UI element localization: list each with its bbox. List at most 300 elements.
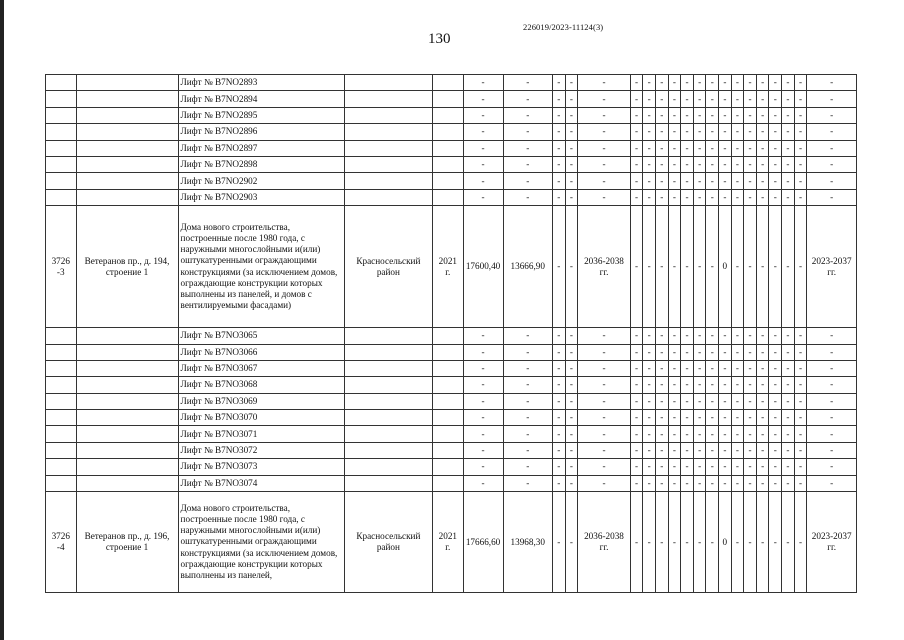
page-number: 130	[428, 31, 451, 47]
dash-cell: -	[668, 173, 681, 189]
dash-cell: -	[565, 156, 578, 172]
dash-cell: -	[706, 107, 719, 123]
dash-cell: -	[668, 91, 681, 107]
lift-label: Лифт № В7NO3068	[178, 377, 344, 393]
dash-cell: -	[807, 91, 857, 107]
dash-cell: -	[552, 377, 565, 393]
dash-cell: -	[552, 124, 565, 140]
district-cell	[344, 360, 432, 376]
table-row	[46, 426, 857, 442]
district-cell	[344, 107, 432, 123]
dash-cell: -	[578, 475, 631, 491]
year-cell	[433, 475, 464, 491]
dash-cell: -	[643, 107, 656, 123]
dash-cell: -	[681, 442, 694, 458]
table-row	[46, 410, 857, 426]
dash-cell: -	[693, 91, 706, 107]
dash-cell: -	[565, 377, 578, 393]
lift-label: Лифт № В7NO3069	[178, 393, 344, 409]
number-cell	[46, 377, 77, 393]
dash-cell: -	[769, 124, 782, 140]
dash-cell: -	[706, 189, 719, 205]
dash-cell: -	[744, 426, 757, 442]
dash-cell: -	[769, 107, 782, 123]
dash-cell: -	[706, 492, 719, 593]
dash-cell: -	[463, 124, 503, 140]
dash-cell: -	[706, 75, 719, 91]
dash-cell: -	[656, 410, 669, 426]
dash-cell: -	[769, 189, 782, 205]
dash-cell: -	[769, 459, 782, 475]
dash-cell: -	[693, 393, 706, 409]
dash-cell: -	[769, 140, 782, 156]
dash-cell: -	[769, 344, 782, 360]
dash-cell: -	[744, 360, 757, 376]
dash-cell: -	[782, 377, 795, 393]
dash-cell: -	[807, 107, 857, 123]
number-cell	[46, 140, 77, 156]
dash-cell: -	[794, 328, 807, 344]
dash-cell: -	[643, 360, 656, 376]
dash-cell: -	[719, 156, 732, 172]
dash-cell: -	[807, 393, 857, 409]
dash-cell: -	[794, 206, 807, 328]
dash-cell: -	[463, 107, 503, 123]
dash-cell: -	[794, 344, 807, 360]
lift-label: Лифт № В7NO3072	[178, 442, 344, 458]
district-cell	[344, 442, 432, 458]
dash-cell: -	[552, 206, 565, 328]
dash-cell: -	[782, 189, 795, 205]
dash-cell: -	[681, 344, 694, 360]
table-row	[46, 442, 857, 458]
dash-cell: -	[503, 410, 552, 426]
lift-label: Лифт № В7NO2894	[178, 91, 344, 107]
dash-cell: -	[565, 173, 578, 189]
year-cell	[433, 377, 464, 393]
number-cell	[46, 75, 77, 91]
dash-cell: -	[782, 459, 795, 475]
number-cell	[46, 173, 77, 189]
table-row	[46, 189, 857, 205]
dash-cell: -	[706, 328, 719, 344]
dash-cell: -	[681, 140, 694, 156]
dash-cell: -	[630, 189, 643, 205]
house-row	[46, 492, 857, 593]
dash-cell: -	[769, 360, 782, 376]
dash-cell: -	[706, 393, 719, 409]
dash-cell: -	[706, 377, 719, 393]
address-cell	[76, 140, 178, 156]
dash-cell: -	[719, 107, 732, 123]
dash-cell: -	[744, 156, 757, 172]
dash-cell: -	[769, 328, 782, 344]
dash-cell: -	[756, 459, 769, 475]
dash-cell: -	[668, 459, 681, 475]
year-cell	[433, 124, 464, 140]
dash-cell: -	[719, 189, 732, 205]
dash-cell: -	[756, 107, 769, 123]
lift-label: Лифт № В7NO3071	[178, 426, 344, 442]
dash-cell: -	[693, 492, 706, 593]
house-description: Дома нового строительства, построенные после 1980 года, с наружными многослойными и(или) оштукатуренными ограждающими конструкциями (за исключением домов, ограждающие конструкции которых выполнены из панелей, и домов с вентилируемыми фасадами)	[178, 206, 344, 328]
dash-cell: -	[463, 426, 503, 442]
dash-cell: -	[578, 107, 631, 123]
district-cell	[344, 393, 432, 409]
dash-cell: -	[807, 189, 857, 205]
dash-cell: -	[807, 410, 857, 426]
district-cell	[344, 140, 432, 156]
dash-cell: -	[706, 426, 719, 442]
dash-cell: -	[807, 173, 857, 189]
dash-cell: -	[656, 107, 669, 123]
dash-cell: -	[731, 140, 744, 156]
dash-cell: -	[463, 442, 503, 458]
dash-cell: -	[503, 124, 552, 140]
lift-label: Лифт № В7NO2898	[178, 156, 344, 172]
house-area-total: 17600,40	[463, 206, 503, 328]
dash-cell: -	[756, 75, 769, 91]
dash-cell: -	[731, 124, 744, 140]
scan-left-edge	[0, 0, 4, 640]
dash-cell: -	[463, 410, 503, 426]
dash-cell: -	[656, 492, 669, 593]
dash-cell: -	[706, 91, 719, 107]
dash-cell: -	[578, 442, 631, 458]
dash-cell: -	[706, 410, 719, 426]
dash-cell: -	[643, 206, 656, 328]
dash-cell: -	[807, 426, 857, 442]
dash-cell: -	[794, 377, 807, 393]
dash-cell: -	[731, 492, 744, 593]
repair-schedule-table	[45, 74, 857, 593]
dash-cell: -	[782, 360, 795, 376]
dash-cell: -	[643, 492, 656, 593]
dash-cell: -	[565, 459, 578, 475]
lift-label: Лифт № В7NO3065	[178, 328, 344, 344]
dash-cell: -	[552, 426, 565, 442]
dash-cell: -	[782, 442, 795, 458]
house-repair-period: 2036-2038 гг.	[578, 206, 631, 328]
address-cell	[76, 124, 178, 140]
dash-cell: -	[756, 173, 769, 189]
dash-cell: -	[565, 140, 578, 156]
dash-cell: -	[578, 426, 631, 442]
dash-cell: -	[731, 410, 744, 426]
dash-cell: -	[656, 426, 669, 442]
dash-cell: -	[578, 377, 631, 393]
dash-cell: -	[552, 459, 565, 475]
address-cell	[76, 442, 178, 458]
dash-cell: -	[668, 156, 681, 172]
dash-cell: -	[693, 377, 706, 393]
district-cell	[344, 410, 432, 426]
year-cell	[433, 360, 464, 376]
lift-label: Лифт № В7NO2903	[178, 189, 344, 205]
address-cell	[76, 410, 178, 426]
dash-cell: -	[706, 459, 719, 475]
dash-cell: -	[719, 91, 732, 107]
dash-cell: -	[731, 475, 744, 491]
table-row	[46, 377, 857, 393]
dash-cell: -	[630, 426, 643, 442]
dash-cell: -	[578, 91, 631, 107]
house-row	[46, 206, 857, 328]
dash-cell: -	[656, 442, 669, 458]
dash-cell: -	[681, 124, 694, 140]
year-cell	[433, 156, 464, 172]
dash-cell: -	[794, 156, 807, 172]
dash-cell: -	[681, 360, 694, 376]
dash-cell: -	[744, 206, 757, 328]
dash-cell: -	[756, 206, 769, 328]
district-cell	[344, 75, 432, 91]
dash-cell: -	[630, 328, 643, 344]
dash-cell: -	[744, 410, 757, 426]
dash-cell: -	[782, 75, 795, 91]
year-cell	[433, 426, 464, 442]
table-row	[46, 140, 857, 156]
dash-cell: -	[668, 475, 681, 491]
number-cell	[46, 189, 77, 205]
house-district: Красносельский район	[344, 206, 432, 328]
house-area-total: 17666,60	[463, 492, 503, 593]
dash-cell: -	[503, 140, 552, 156]
dash-cell: -	[668, 377, 681, 393]
dash-cell: -	[668, 360, 681, 376]
dash-cell: -	[807, 328, 857, 344]
dash-cell: -	[794, 492, 807, 593]
dash-cell: -	[756, 156, 769, 172]
district-cell	[344, 426, 432, 442]
dash-cell: -	[643, 91, 656, 107]
table-row	[46, 75, 857, 91]
dash-cell: -	[756, 91, 769, 107]
dash-cell: -	[578, 410, 631, 426]
dash-cell: -	[794, 410, 807, 426]
dash-cell: -	[463, 475, 503, 491]
dash-cell: -	[656, 124, 669, 140]
dash-cell: -	[744, 475, 757, 491]
dash-cell: -	[643, 475, 656, 491]
house-year: 2021 г.	[433, 492, 464, 593]
dash-cell: -	[693, 156, 706, 172]
dash-cell: -	[463, 173, 503, 189]
dash-cell: -	[681, 173, 694, 189]
house-number: 3726 -4	[46, 492, 77, 593]
house-repair-period: 2036-2038 гг.	[578, 492, 631, 593]
dash-cell: -	[756, 393, 769, 409]
dash-cell: -	[744, 140, 757, 156]
house-description: Дома нового строительства, построенные после 1980 года, с наружными многослойными и(или) оштукатуренными ограждающими конструкциями (за исключением домов, ограждающие конструкции которых выполнены из панелей,	[178, 492, 344, 593]
dash-cell: -	[693, 173, 706, 189]
year-cell	[433, 91, 464, 107]
dash-cell: -	[630, 393, 643, 409]
address-cell	[76, 360, 178, 376]
dash-cell: -	[656, 206, 669, 328]
number-cell	[46, 344, 77, 360]
dash-cell: -	[693, 189, 706, 205]
dash-cell: -	[769, 410, 782, 426]
lift-label: Лифт № В7NO3074	[178, 475, 344, 491]
year-cell	[433, 75, 464, 91]
number-cell	[46, 156, 77, 172]
dash-cell: -	[552, 328, 565, 344]
number-cell	[46, 124, 77, 140]
district-cell	[344, 91, 432, 107]
dash-cell: -	[782, 393, 795, 409]
dash-cell: -	[643, 189, 656, 205]
dash-cell: -	[463, 393, 503, 409]
dash-cell: -	[503, 189, 552, 205]
dash-cell: -	[719, 410, 732, 426]
dash-cell: -	[807, 442, 857, 458]
dash-cell: -	[552, 189, 565, 205]
dash-cell: -	[782, 492, 795, 593]
dash-cell: -	[552, 360, 565, 376]
dash-cell: -	[719, 459, 732, 475]
dash-cell: -	[769, 91, 782, 107]
dash-cell: -	[782, 206, 795, 328]
year-cell	[433, 107, 464, 123]
district-cell	[344, 189, 432, 205]
dash-cell: -	[782, 475, 795, 491]
dash-cell: -	[668, 344, 681, 360]
dash-cell: -	[719, 344, 732, 360]
dash-cell: -	[578, 140, 631, 156]
dash-cell: -	[807, 360, 857, 376]
lift-label: Лифт № В7NO2895	[178, 107, 344, 123]
number-cell	[46, 459, 77, 475]
dash-cell: -	[794, 393, 807, 409]
dash-cell: -	[630, 75, 643, 91]
dash-cell: -	[706, 156, 719, 172]
dash-cell: -	[756, 360, 769, 376]
dash-cell: -	[503, 107, 552, 123]
dash-cell: -	[643, 344, 656, 360]
dash-cell: -	[769, 75, 782, 91]
dash-cell: -	[693, 360, 706, 376]
dash-cell: -	[731, 360, 744, 376]
dash-cell: -	[782, 344, 795, 360]
dash-cell: -	[807, 124, 857, 140]
dash-cell: -	[656, 459, 669, 475]
dash-cell: -	[731, 206, 744, 328]
table-row	[46, 360, 857, 376]
address-cell	[76, 377, 178, 393]
dash-cell: -	[656, 91, 669, 107]
table-row	[46, 344, 857, 360]
dash-cell: -	[744, 189, 757, 205]
dash-cell: -	[656, 189, 669, 205]
dash-cell: -	[706, 442, 719, 458]
dash-cell: -	[794, 426, 807, 442]
lift-label: Лифт № В7NO2897	[178, 140, 344, 156]
dash-cell: -	[668, 189, 681, 205]
dash-cell: -	[807, 377, 857, 393]
dash-cell: -	[552, 475, 565, 491]
house-final-period: 2023-2037 гг.	[807, 206, 857, 328]
dash-cell: -	[630, 360, 643, 376]
house-year: 2021 г.	[433, 206, 464, 328]
dash-cell: -	[756, 124, 769, 140]
dash-cell: -	[463, 360, 503, 376]
dash-cell: -	[782, 124, 795, 140]
dash-cell: -	[578, 360, 631, 376]
dash-cell: -	[794, 459, 807, 475]
dash-cell: -	[565, 328, 578, 344]
number-cell	[46, 107, 77, 123]
dash-cell: -	[782, 410, 795, 426]
number-cell	[46, 328, 77, 344]
dash-cell: -	[552, 75, 565, 91]
dash-cell: -	[782, 328, 795, 344]
dash-cell: -	[769, 442, 782, 458]
district-cell	[344, 344, 432, 360]
dash-cell: -	[656, 140, 669, 156]
dash-cell: -	[769, 475, 782, 491]
dash-cell: -	[706, 124, 719, 140]
number-cell	[46, 410, 77, 426]
dash-cell: -	[769, 377, 782, 393]
house-area-living: 13968,30	[503, 492, 552, 593]
dash-cell: -	[744, 124, 757, 140]
dash-cell: -	[643, 328, 656, 344]
dash-cell: -	[706, 475, 719, 491]
house-district: Красносельский район	[344, 492, 432, 593]
dash-cell: -	[719, 393, 732, 409]
dash-cell: -	[731, 91, 744, 107]
dash-cell: -	[756, 189, 769, 205]
dash-cell: -	[794, 442, 807, 458]
year-cell	[433, 189, 464, 205]
dash-cell: -	[681, 189, 694, 205]
dash-cell: -	[643, 410, 656, 426]
dash-cell: -	[565, 360, 578, 376]
dash-cell: -	[643, 75, 656, 91]
year-cell	[433, 393, 464, 409]
dash-cell: -	[807, 75, 857, 91]
year-cell	[433, 173, 464, 189]
dash-cell: -	[578, 393, 631, 409]
dash-cell: -	[731, 75, 744, 91]
dash-cell: -	[656, 156, 669, 172]
dash-cell: -	[782, 156, 795, 172]
house-zero-value: 0	[719, 492, 732, 593]
dash-cell: -	[552, 442, 565, 458]
dash-cell: -	[656, 377, 669, 393]
dash-cell: -	[731, 459, 744, 475]
table-row	[46, 124, 857, 140]
dash-cell: -	[463, 459, 503, 475]
address-cell	[76, 459, 178, 475]
dash-cell: -	[744, 328, 757, 344]
dash-cell: -	[719, 124, 732, 140]
house-area-living: 13666,90	[503, 206, 552, 328]
dash-cell: -	[731, 156, 744, 172]
dash-cell: -	[731, 393, 744, 409]
dash-cell: -	[744, 344, 757, 360]
address-cell	[76, 189, 178, 205]
dash-cell: -	[744, 442, 757, 458]
dash-cell: -	[565, 91, 578, 107]
lift-label: Лифт № В7NO3073	[178, 459, 344, 475]
dash-cell: -	[794, 75, 807, 91]
district-cell	[344, 328, 432, 344]
district-cell	[344, 475, 432, 491]
dash-cell: -	[630, 492, 643, 593]
lift-label: Лифт № В7NO2902	[178, 173, 344, 189]
